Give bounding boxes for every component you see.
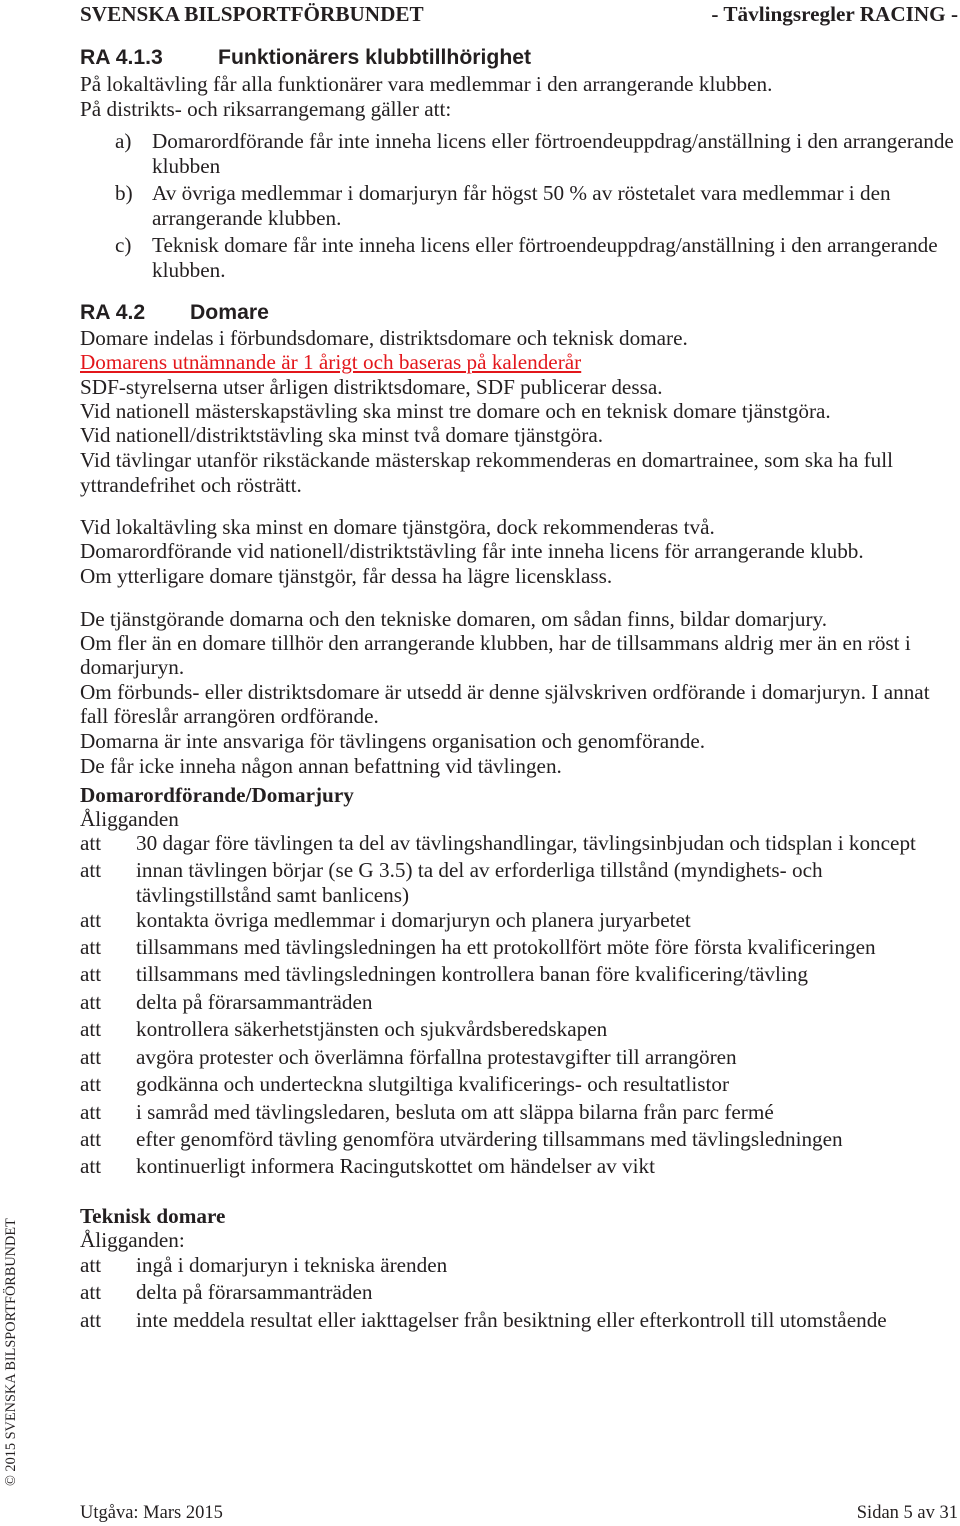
subsection-heading: Domarordförande/Domarjury [80, 783, 354, 807]
duty-text: kontrollera säkerhetstjänsten och sjukvårdsberedskapen [136, 1017, 608, 1041]
duty-prefix: att [80, 1280, 102, 1304]
duties-label: Åligganden: [80, 1228, 185, 1252]
paragraph-line: De får icke inneha någon annan befattning vid tävlingen. [80, 754, 562, 778]
duty-prefix: att [80, 962, 102, 986]
duty-text: efter genomförd tävling genomföra utvärdering tillsammans med tävlingsledningen [136, 1127, 843, 1151]
footer-edition: Utgåva: Mars 2015 [80, 1503, 223, 1523]
paragraph-line: SDF-styrelserna utser årligen distriktsdomare, SDF publicerar dessa. [80, 375, 663, 399]
paragraph-line: Vid tävlingar utanför rikstäckande mästerskap rekommenderas en domartrainee, som ska ha full [80, 448, 893, 472]
list-item-line: Domarordförande får inte inneha licens eller förtroendeuppdrag/anställning i den arrangerande [152, 129, 954, 153]
duty-prefix: att [80, 1308, 102, 1332]
paragraph-line: Om förbunds- eller distriktsdomare är utsedd är denne självskriven ordförande i domarjuryn. I annat [80, 680, 930, 704]
duty-prefix: att [80, 1045, 102, 1069]
list-marker: a) [115, 129, 132, 153]
duty-prefix: att [80, 990, 102, 1014]
paragraph-line: På lokaltävling får alla funktionärer vara medlemmar i den arrangerande klubben. [80, 72, 773, 96]
header-document-title: - Tävlingsregler RACING - [711, 2, 958, 26]
duty-text: delta på förarsammanträden [136, 1280, 373, 1304]
list-item-line: Teknisk domare får inte inneha licens eller förtroendeuppdrag/anställning i den arrangerande [152, 233, 938, 257]
duty-text: godkänna och underteckna slutgiltiga kvalificerings- och resultatlistor [136, 1072, 730, 1096]
paragraph-line: Om fler än en domare tillhör den arrangerande klubben, har de tillsammans aldrig mer än en röst i [80, 631, 911, 655]
duty-text: kontinuerligt informera Racingutskottet om händelser av vikt [136, 1154, 655, 1178]
duty-text: kontakta övriga medlemmar i domarjuryn och planera juryarbetet [136, 908, 691, 932]
paragraph-line: De tjänstgörande domarna och den tekniske domaren, om sådan finns, bildar domarjury. [80, 607, 828, 631]
duty-prefix: att [80, 1017, 102, 1041]
duty-prefix: att [80, 1127, 102, 1151]
paragraph-line: Vid lokaltävling ska minst en domare tjänstgöra, dock rekommenderas två. [80, 515, 715, 539]
list-marker: b) [115, 181, 133, 205]
section-number: RA 4.1.3 [80, 46, 163, 69]
paragraph-line: Vid nationell mästerskapstävling ska minst tre domare och en teknisk domare tjänstgöra. [80, 399, 831, 423]
paragraph-line: Domarna är inte ansvariga för tävlingens organisation och genomförande. [80, 729, 706, 753]
list-item-line: klubben [152, 154, 221, 178]
paragraph-line: domarjuryn. [80, 655, 185, 679]
paragraph-line: På distrikts- och riksarrangemang gäller att: [80, 97, 452, 121]
duty-text: avgöra protester och överlämna förfallna protestavgifter till arrangören [136, 1045, 737, 1069]
duty-prefix: att [80, 1072, 102, 1096]
list-item-line: klubben. [152, 258, 226, 282]
duty-text: innan tävlingen börjar (se G 3.5) ta del av erforderliga tillstånd (myndighets- och [136, 858, 823, 882]
duty-text: ingå i domarjuryn i tekniska ärenden [136, 1253, 448, 1277]
section-number: RA 4.2 [80, 301, 146, 324]
duty-prefix: att [80, 858, 102, 882]
header-organization: SVENSKA BILSPORTFÖRBUNDET [80, 2, 424, 26]
duty-text: i samråd med tävlingsledaren, besluta om att släppa bilarna från parc fermé [136, 1100, 774, 1124]
highlighted-change-text: Domarens utnämnande är 1 årigt och baseras på kalenderår [80, 350, 582, 374]
list-item-line: arrangerande klubben. [152, 206, 342, 230]
duty-text: delta på förarsammanträden [136, 990, 373, 1014]
subsection-heading: Teknisk domare [80, 1204, 226, 1228]
duty-prefix: att [80, 1100, 102, 1124]
side-copyright-text: © 2015 SVENSKA BILSPORTFÖRBUNDET [3, 1218, 19, 1486]
paragraph-line: Vid nationell/distriktstävling ska minst två domare tjänstgöra. [80, 423, 604, 447]
duty-text: tävlingstillstånd samt banlicens) [136, 883, 410, 907]
duty-prefix: att [80, 1154, 102, 1178]
list-marker: c) [115, 233, 132, 257]
duty-text: inte meddela resultat eller iakttagelser från besiktning eller efterkontroll till utomstående [136, 1308, 887, 1332]
section-title: Domare [190, 301, 269, 324]
paragraph-line: Domare indelas i förbundsdomare, distriktsdomare och teknisk domare. [80, 326, 688, 350]
duty-prefix: att [80, 908, 102, 932]
duty-text: 30 dagar före tävlingen ta del av tävlingshandlingar, tävlingsinbjudan och tidsplan i koncept [136, 831, 916, 855]
duty-text: tillsammans med tävlingsledningen ha ett protokollfört möte före första kvalificeringen [136, 935, 876, 959]
paragraph-line: Domarordförande vid nationell/distriktstävling får inte inneha licens för arrangerande klubb. [80, 539, 864, 563]
duty-prefix: att [80, 1253, 102, 1277]
paragraph-line: yttrandefrihet och rösträtt. [80, 473, 302, 497]
section-title: Funktionärers klubbtillhörighet [218, 46, 532, 69]
duty-text: tillsammans med tävlingsledningen kontrollera banan före kvalificering/tävling [136, 962, 808, 986]
paragraph-line: fall föreslår arrangören ordförande. [80, 704, 379, 728]
paragraph-line: Om ytterligare domare tjänstgör, får dessa ha lägre licensklass. [80, 564, 613, 588]
duty-prefix: att [80, 935, 102, 959]
duties-label: Åligganden [80, 807, 179, 831]
duty-prefix: att [80, 831, 102, 855]
list-item-line: Av övriga medlemmar i domarjuryn får högst 50 % av röstetalet vara medlemmar i den [152, 181, 891, 205]
footer-page-number: Sidan 5 av 31 [856, 1503, 958, 1523]
